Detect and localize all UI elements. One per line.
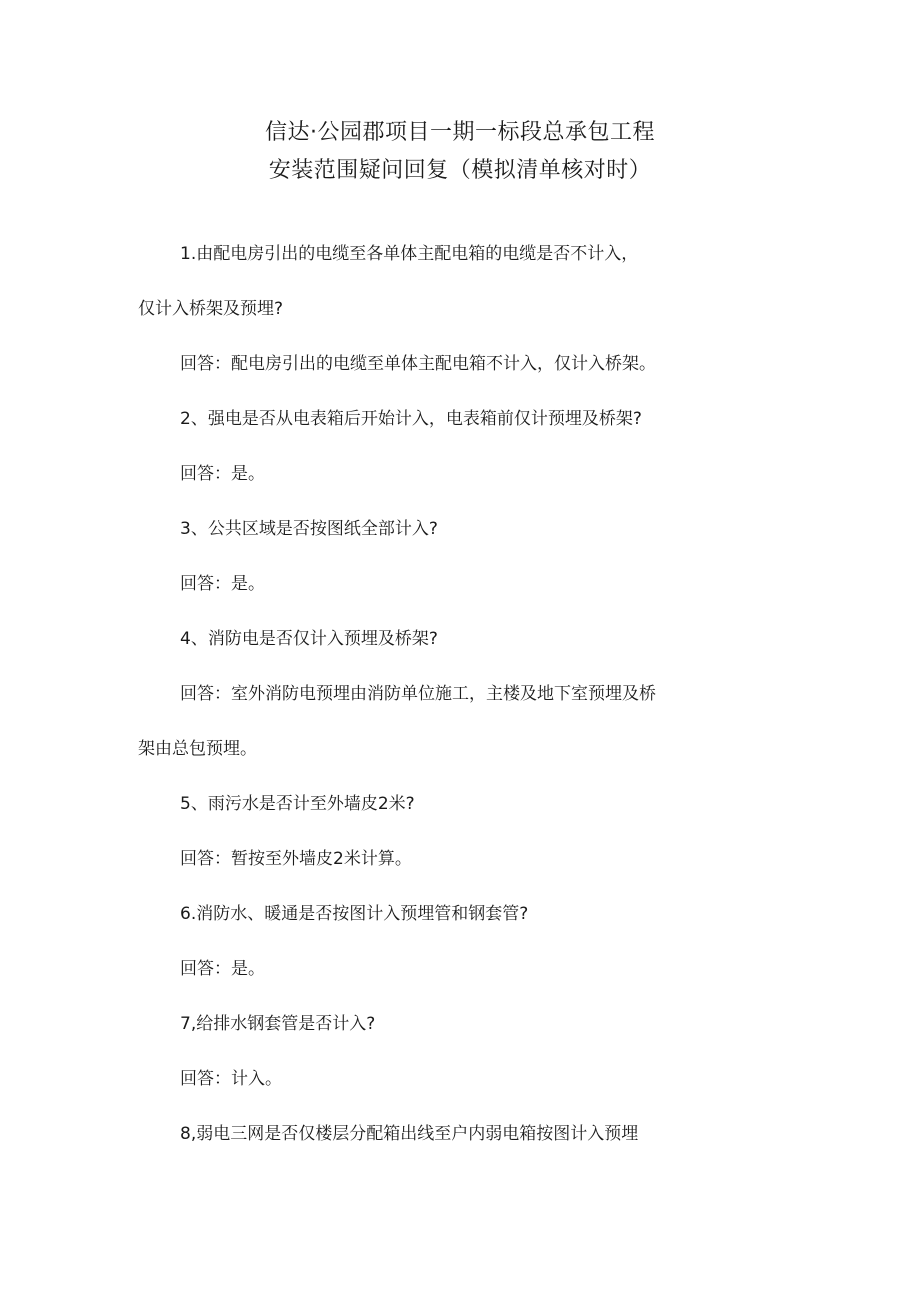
answer-1: 回答：配电房引出的电缆至单体主配电箱不计入，仅计入桥架。 (180, 354, 656, 374)
answer-7: 回答：计入。 (180, 1069, 282, 1089)
document-title-line-1: 信达·公园郡项目一期一标段总承包工程 (265, 120, 655, 145)
answer-4-line-2: 架由总包预埋。 (138, 739, 257, 759)
answer-4-line-1: 回答：室外消防电预埋由消防单位施工，主楼及地下室预埋及桥 (180, 684, 656, 704)
question-3: 3、公共区域是否按图纸全部计入? (180, 519, 438, 539)
question-6: 6.消防水、暖通是否按图计入预埋管和钢套管? (180, 904, 529, 924)
document-title-line-2: 安装范围疑问回复（模拟清单核对时） (268, 158, 652, 183)
question-8: 8,弱电三网是否仅楼层分配箱出线至户内弱电箱按图计入预埋 (180, 1124, 639, 1144)
question-2: 2、强电是否从电表箱后开始计入，电表箱前仅计预埋及桥架? (180, 409, 642, 429)
answer-2: 回答：是。 (180, 464, 265, 484)
question-7: 7,给排水钢套管是否计入? (180, 1014, 376, 1034)
answer-5: 回答：暂按至外墙皮2米计算。 (180, 849, 412, 869)
question-1-line-2: 仅计入桥架及预埋? (138, 299, 284, 319)
question-5: 5、雨污水是否计至外墙皮2米? (180, 794, 415, 814)
answer-6: 回答：是。 (180, 959, 265, 979)
question-1-line-1: 1.由配电房引出的电缆至各单体主配电箱的电缆是否不计入， (180, 244, 639, 264)
question-4: 4、消防电是否仅计入预埋及桥架? (180, 629, 438, 649)
answer-3: 回答：是。 (180, 574, 265, 594)
